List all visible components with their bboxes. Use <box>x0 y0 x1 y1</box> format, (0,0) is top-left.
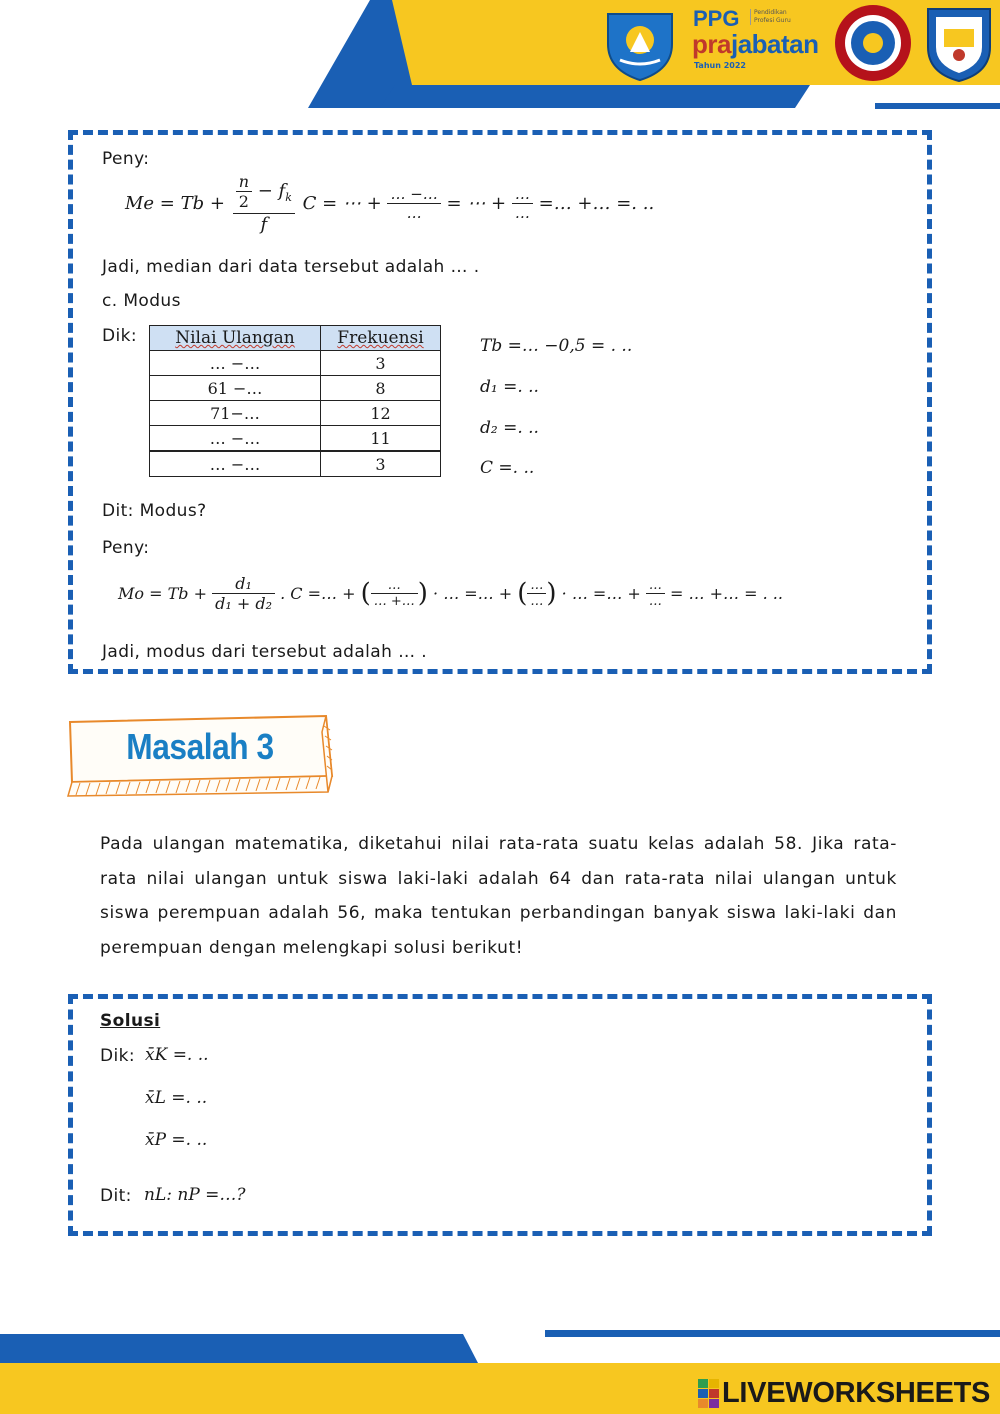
university-seal-logo <box>833 3 913 83</box>
known-d1: d₁ =. .. <box>480 377 539 397</box>
table-row <box>150 376 441 401</box>
table-cell: … −… <box>150 351 321 376</box>
median-conclusion: Jadi, median dari data tersebut adalah … . <box>102 257 480 277</box>
prajabatan-text: prajabatan <box>692 29 819 59</box>
modus-conclusion: Jadi, modus dari tersebut adalah … . <box>102 642 428 662</box>
dit-modus: Dit: Modus? <box>102 501 207 521</box>
modus-formula: Mo = Tb + $\frac{\text{d₁}}{\text{d₁ + d₂}}$ . C =… + ( $\frac{\dots}{\dots +\dots}$ ) · … =… + ( $\frac{\dots}{\dots}$ ) · … =… + $\frac{\dots}{\dots}$ = … +… = . .. <box>118 574 783 613</box>
known-c: C =. .. <box>480 458 535 478</box>
frequency-table <box>149 325 441 477</box>
table-cell: 12 <box>321 401 441 426</box>
table-cell: 11 <box>321 426 441 452</box>
ratio-question: nL: nP =…? <box>144 1185 246 1205</box>
ppg-logo <box>690 6 830 76</box>
table-cell: 3 <box>321 451 441 477</box>
ppg-text: PPG <box>693 6 740 31</box>
column-header-nilai: Nilai Ulangan <box>150 326 321 351</box>
table-header-row <box>150 326 441 351</box>
mean-class: x̄K =. .. <box>145 1045 209 1065</box>
table-cell: 3 <box>321 351 441 376</box>
modus-heading: c. Modus <box>102 291 181 311</box>
masalah-banner <box>64 712 336 802</box>
table-cell: 61 −… <box>150 376 321 401</box>
liveworksheets-logo <box>698 1375 998 1411</box>
table-row <box>150 401 441 426</box>
table-cell: 8 <box>321 376 441 401</box>
table-cell: … −… <box>150 451 321 477</box>
table-row <box>150 426 441 452</box>
solusi-dik-label: Dik: <box>100 1046 135 1066</box>
ppg-subtitle: Pendidikan Profesi Guru <box>750 9 794 25</box>
table-cell: … −… <box>150 426 321 452</box>
solusi-heading: Solusi <box>100 1011 161 1031</box>
problem-text: Pada ulangan matematika, diketahui nilai rata-rata suatu kelas adalah 58. Jika rata-rata nilai ulangan untuk siswa laki-laki adalah 64 dan rata-rata nilai ulangan untuk siswa perempuan adalah 56, maka tentukan perbandingan banyak siswa laki-laki dan perempuan dengan melengkapi solusi berikut! <box>100 834 897 958</box>
mean-male: x̄L =. .. <box>145 1088 208 1108</box>
known-tb: Tb =… −0,5 = . .. <box>480 336 633 356</box>
median-formula: Me = Tb + $\frac{n}{2}$ − $f_k$ f C = ⋯ + $\frac{\dots -\dots}{\dots}$ = ⋯ + $\frac{\dots}{\dots}$ =… +… =. .. <box>125 172 655 235</box>
table-row <box>150 351 441 376</box>
column-header-frekuensi: Frekuensi <box>321 326 441 351</box>
dik-label: Dik: <box>102 326 137 346</box>
peny-label-2: Peny: <box>102 538 150 558</box>
liveworksheets-icon <box>698 1379 720 1409</box>
liveworksheets-text: LIVEWORKSHEETS <box>722 1377 991 1409</box>
solusi-dit-label: Dit: <box>100 1186 132 1206</box>
table-cell: 71−… <box>150 401 321 426</box>
masalah-title: Masalah 3 <box>126 726 274 767</box>
peny-label: Peny: <box>102 149 150 169</box>
table-row <box>150 451 441 477</box>
tut-wuri-handayani-logo <box>600 4 680 82</box>
regional-emblem-logo <box>922 3 996 83</box>
ppg-year: Tahun 2022 <box>694 61 746 70</box>
mean-female: x̄P =. .. <box>145 1130 208 1150</box>
known-d2: d₂ =. .. <box>480 418 539 438</box>
